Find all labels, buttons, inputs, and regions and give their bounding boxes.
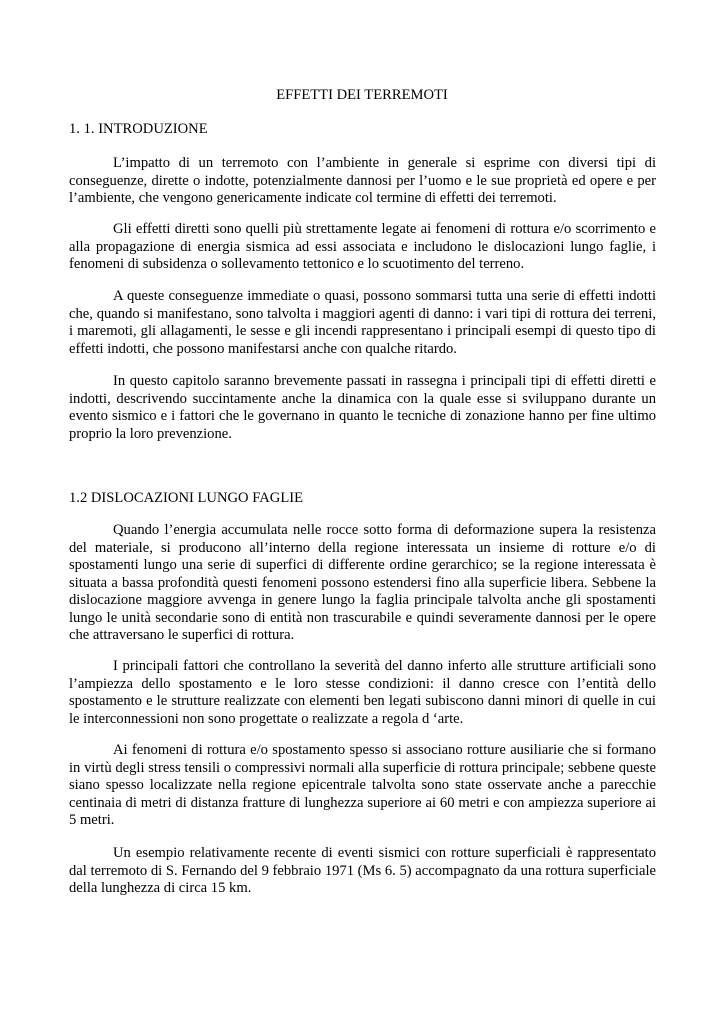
section-heading-introduzione: 1. 1. INTRODUZIONE	[69, 121, 208, 137]
paragraph: A queste conseguenze immediate o quasi, possono sommarsi tutta una serie di effetti indotti che, quando si manifestano, sono talvolta i maggiori agenti di danno: i vari tipi di rottura dei terreni, i maremoti, gli allagamenti, le sesse e gli incendi rappresentano i principali esempi di questo tipo di effetti indotti, che possono manifestarsi anche con qualche ritardo.	[69, 288, 656, 357]
document-title: EFFETTI DEI TERREMOTI	[276, 87, 448, 103]
paragraph: Un esempio relativamente recente di eventi sismici con rotture superficiali è rappresentato dal terremoto di S. Fernando del 9 febbraio 1971 (Ms 6. 5) accompagnato da una rottura superficiale della lunghezza di circa 15 km.	[69, 845, 656, 896]
paragraph: In questo capitolo saranno brevemente passati in rassegna i principali tipi di effetti diretti e indotti, descrivendo succintamente anche la dinamica con la quale esse si sviluppano durante un evento sismico e i fattori che le governano in quanto le tecniche di zonazione hanno per fine ultimo proprio la loro prevenzione.	[69, 373, 656, 442]
paragraph: Ai fenomeni di rottura e/o spostamento spesso si associano rotture ausiliarie che si formano in virtù degli stress tensili o compressivi normali alla superficie di rottura principale; sebbene queste siano spesso localizzate nella regione epicentrale talvolta sono state osservate anche a parecchie centinaia di metri di distanza fratture di lunghezza superiore ai 60 metri e con ampiezza superiore ai 5 metri.	[69, 742, 656, 828]
paragraph: Quando l’energia accumulata nelle rocce sotto forma di deformazione supera la resistenza del materiale, si producono all’interno della regione interessata un insieme di rotture e/o di spostamenti lungo una serie di superfici di differente ordine gerarchico; se la regione interessata è situata a bassa profondità questi fenomeni possono estendersi fino alla superficie libera. Sebbene la dislocazione maggiore avvenga in genere lungo la faglia principale talvolta anche gli spostamenti lungo le unità secondarie sono di entità non trascurabile e quindi severamente dannosi per le opere che attraversano le superfici di rottura.	[69, 522, 656, 643]
paragraph: I principali fattori che controllano la severità del danno inferto alle strutture artificiali sono l’ampiezza dello spostamento e le loro stesse condizioni: il danno cresce con l’entità dello spostamento e le strutture realizzate con elementi ben legati subiscono danni minori di quelle in cui le interconnessioni non sono progettate o realizzate a regola d ‘arte.	[69, 658, 656, 727]
section-heading-dislocazioni: 1.2 DISLOCAZIONI LUNGO FAGLIE	[69, 490, 304, 506]
paragraph: L’impatto di un terremoto con l’ambiente in generale si esprime con diversi tipi di conseguenze, dirette o indotte, potenzialmente dannosi per l’uomo e le sue proprietà ed opere e per l’ambiente, che vengono genericamente indicate col termine di effetti dei terremoti.	[69, 155, 656, 206]
paragraph: Gli effetti diretti sono quelli più strettamente legate ai fenomeni di rottura e/o scorrimento e alla propagazione di energia sismica ad essi associata e includono le dislocazioni lungo faglie, i fenomeni di subsidenza o sollevamento tettonico e lo scuotimento del terreno.	[69, 221, 656, 272]
